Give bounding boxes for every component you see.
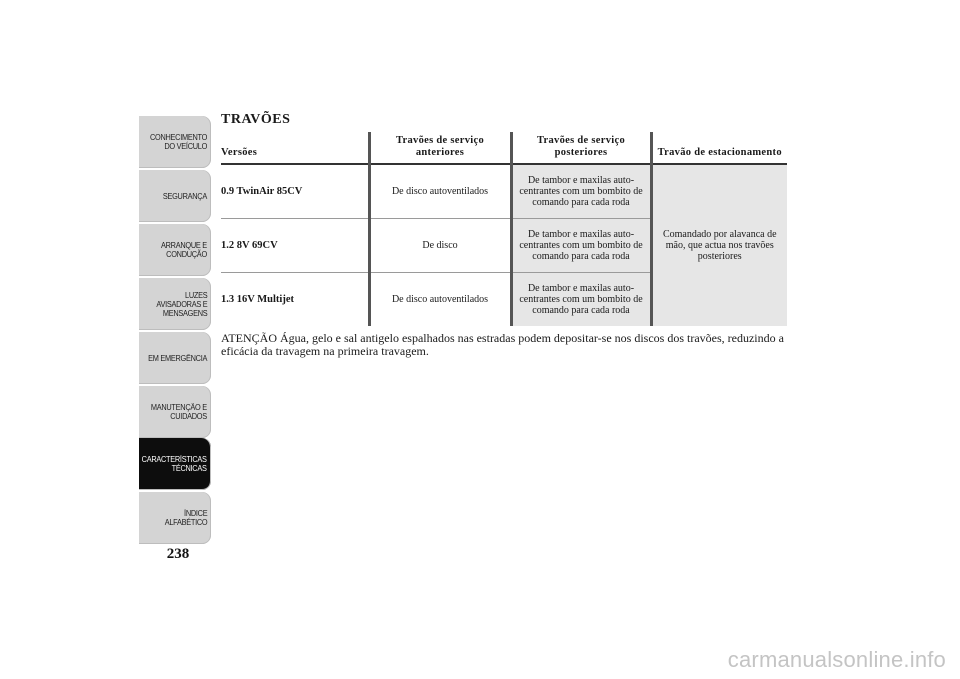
front-brake-cell: De disco [369, 218, 511, 272]
tab-label: ARRANQUE E CONDUÇÃO [161, 241, 207, 259]
tab-seguranca[interactable] [139, 170, 211, 222]
tab-label: LUZES AVISADORAS E MENSAGENS [156, 290, 207, 318]
version-cell: 1.3 16V Multijet [221, 272, 369, 326]
tab-label: SEGURANÇA [162, 191, 207, 201]
tab-arranque-e-conducao[interactable] [139, 224, 211, 276]
watermark: carmanualsonline.info [727, 647, 946, 672]
tab-indice-alfabetico[interactable] [139, 492, 211, 544]
tab-conhecimento-do-veiculo[interactable] [139, 116, 211, 168]
brakes-table [221, 132, 787, 326]
tab-label: ÍNDICE ALFABÉTICO [164, 509, 207, 527]
front-brake-cell: De disco autoventilados [369, 164, 511, 218]
table-row [221, 164, 787, 218]
rear-brake-cell: De tambor e maxilas auto-centrantes com um bombito de comando para cada roda [511, 272, 651, 326]
tab-label: EM EMERGÊNCIA [148, 353, 207, 363]
tab-label: CARACTERÍSTICAS TÉCNICAS [142, 455, 207, 473]
header-parking-brake: Travão de estacionamento [651, 132, 787, 164]
brakes-section [221, 112, 787, 370]
section-title: TRAVÕES [221, 112, 291, 127]
warning-note: ATENÇÃO Água, gelo e sal antigelo espalhados nas estradas podem depositar-se nos discos dos travões, reduzindo a eficácia da travagem na primeira travagem. [221, 331, 784, 358]
page-number: 238 [166, 546, 190, 562]
tab-caracteristicas-tecnicas[interactable] [139, 438, 211, 490]
tab-luzes-avisadoras[interactable] [139, 278, 211, 330]
version-cell: 0.9 TwinAir 85CV [221, 164, 369, 218]
rear-brake-cell: De tambor e maxilas auto-centrantes com um bombito de comando para cada roda [511, 164, 651, 218]
header-versions: Versões [221, 132, 369, 164]
parking-brake-cell: Comandado por alavanca de mão, que actua nos travões posteriores [651, 164, 787, 326]
tab-em-emergencia[interactable] [139, 332, 211, 384]
version-cell: 1.2 8V 69CV [221, 218, 369, 272]
header-rear-brakes: Travões de serviço posteriores [511, 132, 651, 164]
tab-label: MANUTENÇÃO E CUIDADOS [151, 403, 207, 421]
header-front-brakes: Travões de serviço anteriores [369, 132, 511, 164]
tab-manutencao-e-cuidados[interactable] [139, 386, 211, 438]
table-header-row [221, 132, 787, 164]
rear-brake-cell: De tambor e maxilas auto-centrantes com um bombito de comando para cada roda [511, 218, 651, 272]
tab-label: CONHECIMENTO DO VEÍCULO [149, 133, 207, 151]
front-brake-cell: De disco autoventilados [369, 272, 511, 326]
